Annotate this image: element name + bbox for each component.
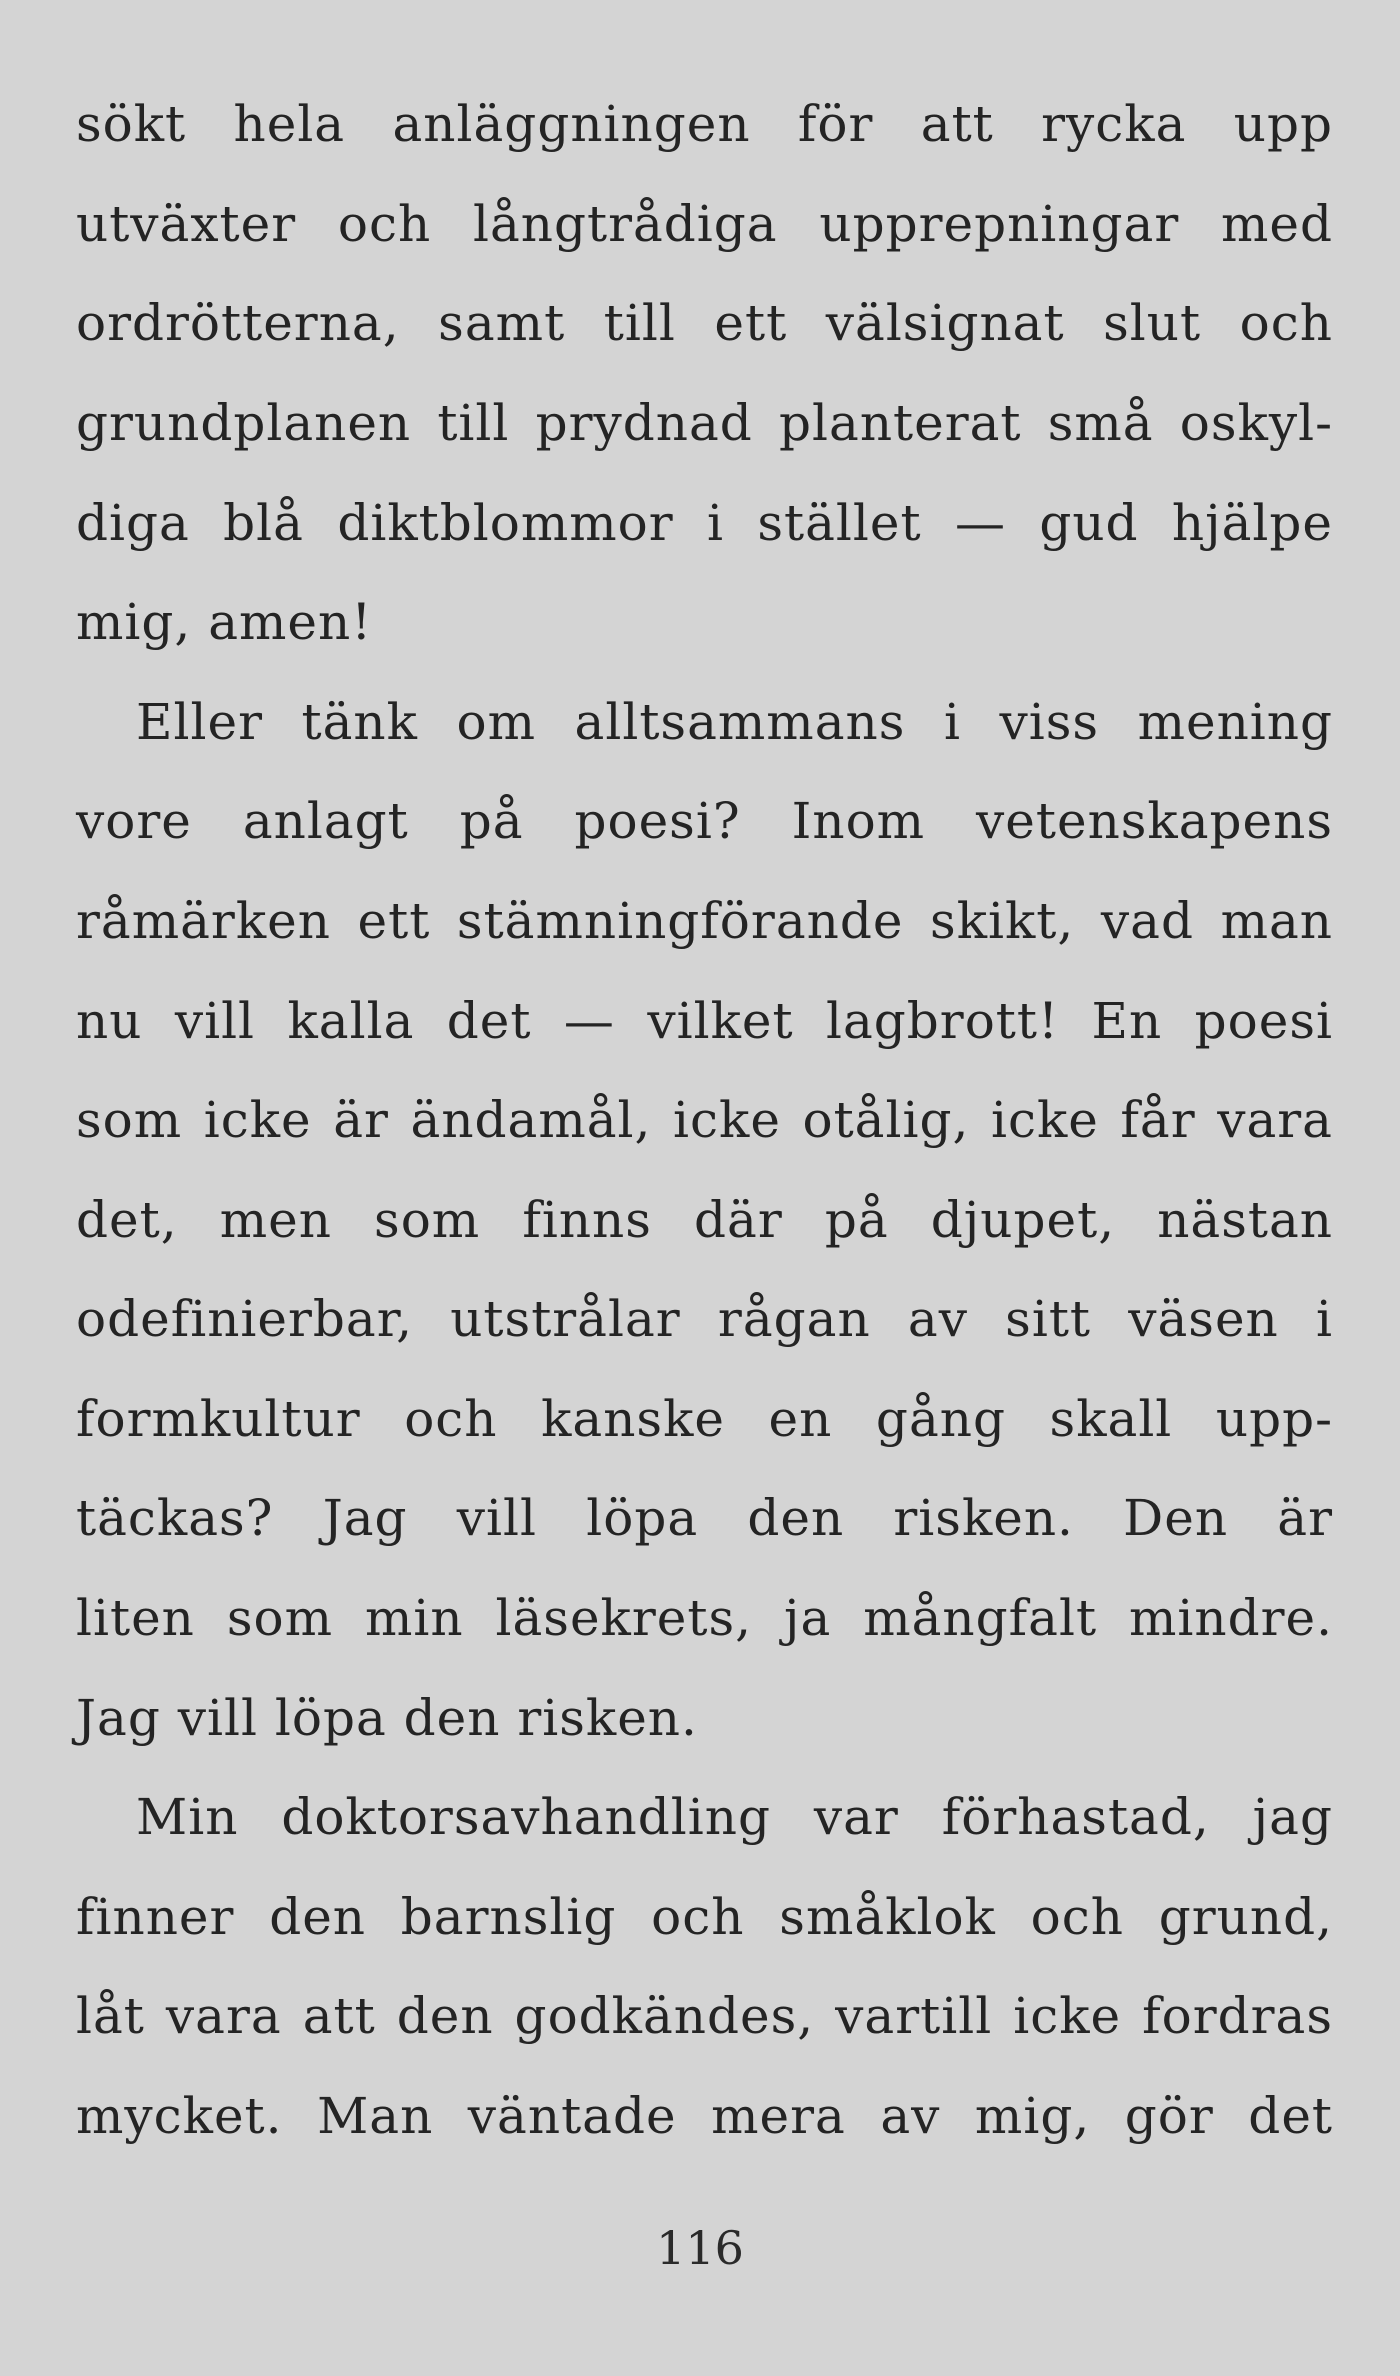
text-line: Jag vill löpa den risken. bbox=[76, 1689, 698, 1747]
text-line: det, men som finns där på djupet, nästan bbox=[76, 1191, 1333, 1249]
text-line: utväxter och långtrådiga upprepningar med bbox=[76, 195, 1333, 253]
text-line: som icke är ändamål, icke otålig, icke får vara bbox=[76, 1091, 1333, 1149]
text-line: vore anlagt på poesi? Inom vetenskapens bbox=[76, 792, 1333, 850]
text-line: formkultur och kanske en gång skall upp- bbox=[76, 1390, 1333, 1448]
page-number: 116 bbox=[656, 2221, 744, 2275]
text-line: grundplanen till prydnad planterat små oskyl- bbox=[76, 394, 1333, 452]
text-line: odefinierbar, utstrålar rågan av sitt väsen i bbox=[76, 1290, 1333, 1348]
text-line: låt vara att den godkändes, vartill icke fordras bbox=[76, 1987, 1333, 2045]
text-line: Min doktorsavhandling var förhastad, jag bbox=[136, 1788, 1333, 1846]
text-line: Eller tänk om alltsammans i viss mening bbox=[136, 693, 1333, 751]
text-line: liten som min läsekrets, ja mångfalt mindre. bbox=[76, 1589, 1333, 1647]
text-line: sökt hela anläggningen för att rycka upp bbox=[76, 95, 1333, 153]
text-line: mig, amen! bbox=[76, 593, 373, 651]
text-line: råmärken ett stämningförande skikt, vad man bbox=[76, 892, 1333, 950]
text-line: finner den barnslig och småklok och grund, bbox=[76, 1888, 1333, 1946]
text-line: mycket. Man väntade mera av mig, gör det bbox=[76, 2087, 1333, 2145]
text-line: diga blå diktblommor i stället — gud hjälpe bbox=[76, 494, 1333, 552]
text-line: nu vill kalla det — vilket lagbrott! En poesi bbox=[76, 992, 1333, 1050]
text-line: täckas? Jag vill löpa den risken. Den är bbox=[76, 1489, 1333, 1547]
text-line: ordrötterna, samt till ett välsignat slut och bbox=[76, 294, 1333, 352]
